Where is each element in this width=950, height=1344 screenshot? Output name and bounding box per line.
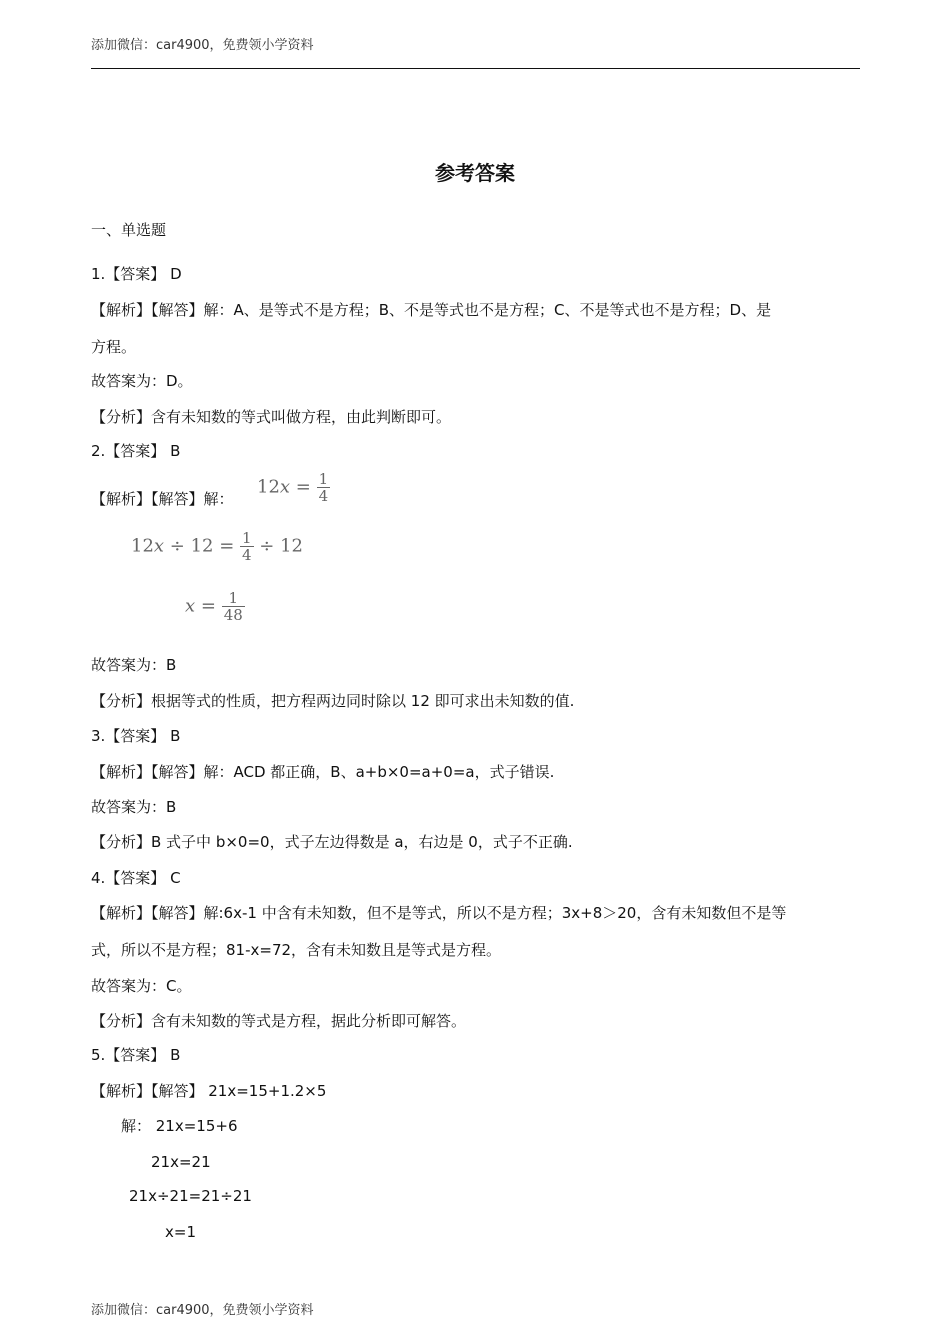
q3-answer: 3.【答案】 B <box>91 727 181 745</box>
q5-step-4: x=1 <box>165 1223 196 1241</box>
q4-answer: 4.【答案】 C <box>91 869 181 887</box>
section-heading: 一、单选题 <box>91 221 167 239</box>
q5-step-3: 21x÷21=21÷21 <box>129 1187 252 1205</box>
q5-analysis: 【解析】【解答】 21x=15+1.2×5 <box>91 1082 327 1100</box>
q2-note: 【分析】根据等式的性质，把方程两边同时除以 12 即可求出未知数的值. <box>91 692 575 710</box>
q4-analysis-line1: 【解析】【解答】解:6x-1 中含有未知数，但不是等式，所以不是方程；3x+8＞20，含有未知数但不是等 <box>91 904 787 922</box>
header-rule <box>91 68 860 69</box>
q4-note: 【分析】含有未知数的等式是方程，据此分析即可解答。 <box>91 1012 467 1030</box>
q3-analysis: 【解析】【解答】解：ACD 都正确，B、a+b×0=a+0=a，式子错误. <box>91 763 555 781</box>
q2-equation-3: x = $\frac{1}{48}$ <box>185 589 243 624</box>
q1-analysis-line2: 方程。 <box>91 338 137 356</box>
q1-answer: 1.【答案】 D <box>91 265 182 283</box>
q2-answer: 2.【答案】 B <box>91 442 181 460</box>
q1-analysis-line1: 【解析】【解答】解：A、是等式不是方程；B、不是等式也不是方程；C、不是等式也不是方程；D、是 <box>91 301 772 319</box>
q2-analysis-prefix: 【解析】【解答】解： <box>91 490 234 508</box>
q4-conclusion: 故答案为：C。 <box>91 977 192 995</box>
q1-note: 【分析】含有未知数的等式叫做方程，由此判断即可。 <box>91 408 452 426</box>
q4-analysis-line2: 式，所以不是方程；81-x=72，含有未知数且是等式是方程。 <box>91 941 502 959</box>
q2-conclusion: 故答案为：B <box>91 656 177 674</box>
q5-step-1: 解： 21x=15+6 <box>121 1117 238 1135</box>
q3-note: 【分析】B 式子中 b×0=0，式子左边得数是 a，右边是 0，式子不正确. <box>91 833 573 851</box>
q1-conclusion: 故答案为：D。 <box>91 372 193 390</box>
q5-step-2: 21x=21 <box>151 1153 211 1171</box>
page-title: 参考答案 <box>435 161 515 185</box>
page-footer: 添加微信：car4900，免费领小学资料 <box>91 1303 314 1318</box>
q3-conclusion: 故答案为：B <box>91 798 177 816</box>
q2-equation-2: 12x ÷ 12 = $\frac{1}{4}$ ÷ 12 <box>131 529 304 564</box>
q5-answer: 5.【答案】 B <box>91 1046 181 1064</box>
page-header: 添加微信：car4900，免费领小学资料 <box>91 38 314 53</box>
q2-equation-1: 12x = $\frac{1}{4}$ <box>257 470 329 505</box>
